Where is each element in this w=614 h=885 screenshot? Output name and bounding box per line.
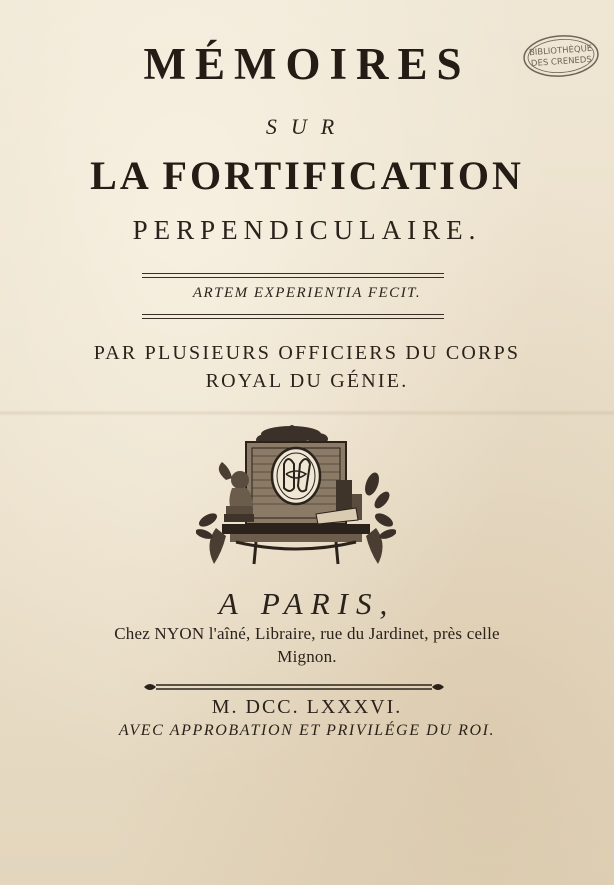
- place-of-publication: A PARIS,: [218, 586, 396, 621]
- title-sur: SUR: [265, 114, 349, 139]
- stamp-line-1: BIBLIOTHÈQUE: [528, 43, 593, 59]
- publication-date: M. DCC. LXXXVI.: [211, 696, 403, 718]
- author-line-1: PAR PLUSIEURS OFFICIERS DU CORPS: [93, 342, 521, 364]
- privilege-line: AVEC APPROBATION ET PRIVILÉGE DU ROI.: [118, 722, 496, 739]
- ornamental-rule: [142, 678, 446, 690]
- monogram-vignette-icon: [196, 424, 396, 574]
- double-rule-top: [142, 273, 444, 278]
- publisher-line-1: Chez NYON l'aîné, Libraire, rue du Jardinet, près celle: [114, 624, 500, 643]
- title-perpendiculaire: PERPENDICULAIRE.: [132, 215, 482, 245]
- stamp-line-2: DES CRENEDS: [530, 54, 593, 70]
- title-fortification: LA FORTIFICATION: [90, 153, 524, 198]
- publisher-line-2: Mignon.: [277, 647, 337, 666]
- motto: ARTEM EXPERIENTIA FECIT.: [192, 285, 422, 301]
- author-line-2: ROYAL DU GÉNIE.: [205, 370, 409, 392]
- title-memoires: MÉMOIRES: [143, 39, 471, 89]
- double-rule-bottom: [142, 314, 444, 319]
- paper-fold: [0, 410, 614, 416]
